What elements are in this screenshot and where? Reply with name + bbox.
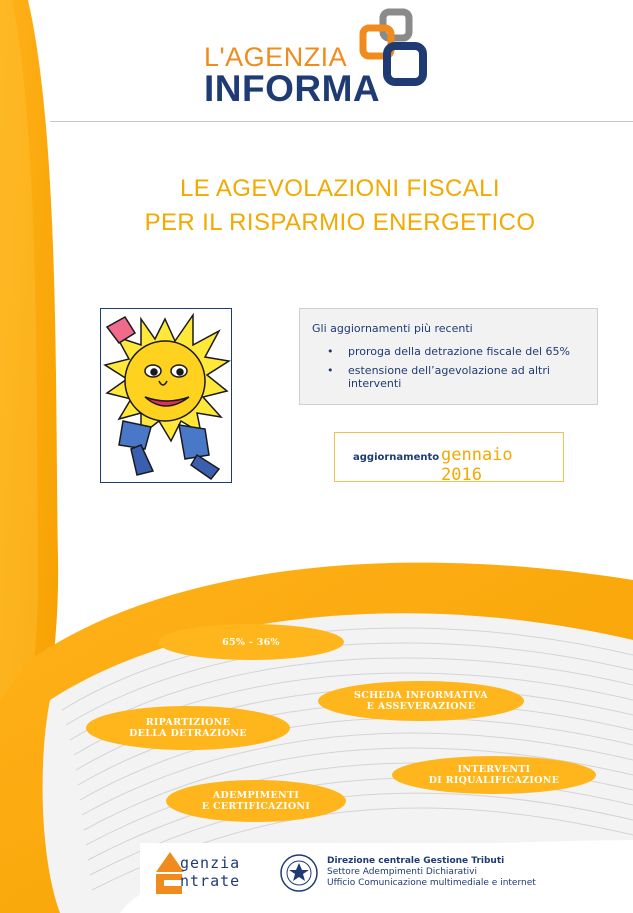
document-title bbox=[40, 172, 633, 240]
dept-line1: Direzione centrale Gestione Tributi bbox=[327, 856, 505, 866]
header-divider bbox=[50, 121, 633, 122]
logo-squares-icon bbox=[355, 8, 435, 88]
brand-line2: ntrate bbox=[180, 872, 241, 890]
agenzia-entrate-logo bbox=[152, 848, 282, 896]
title-line1: LE AGEVOLAZIONI FISCALI bbox=[180, 175, 500, 202]
topic-pill-scheda[interactable]: SCHEDA INFORMATIVA E ASSEVERAZIONE bbox=[318, 681, 524, 721]
department-info bbox=[327, 856, 536, 889]
title-line2: PER IL RISPARMIO ENERGETICO bbox=[144, 209, 536, 236]
dept-line3: Ufficio Comunicazione multimediale e internet bbox=[327, 878, 536, 888]
list-item: • proroga della detrazione fiscale del 65% bbox=[327, 345, 570, 358]
logo-line2: INFORMA bbox=[204, 68, 381, 109]
topic-pill-interventi[interactable]: INTERVENTI DI RIQUALIFICAZIONE bbox=[392, 756, 596, 794]
updates-list bbox=[314, 345, 584, 396]
update-label: aggiornamento bbox=[353, 452, 440, 463]
update-date: gennaio 2016 bbox=[441, 445, 513, 485]
sun-illustration bbox=[100, 308, 232, 483]
dept-line2: Settore Adempimenti Dichiarativi bbox=[327, 867, 478, 877]
smiling-sun-icon bbox=[101, 309, 231, 482]
italian-republic-seal-icon bbox=[279, 852, 319, 894]
topic-pill-rates[interactable]: 65% - 36% bbox=[158, 624, 344, 660]
agenzia-informa-logo bbox=[200, 8, 440, 108]
list-item: • estensione dell’agevolazione ad altri interventi bbox=[327, 364, 550, 390]
updates-heading: Gli aggiornamenti più recenti bbox=[312, 322, 473, 335]
recent-updates-box bbox=[299, 308, 598, 405]
logo-line1: L'AGENZIA bbox=[204, 42, 348, 72]
topic-pill-adempimenti[interactable]: ADEMPIMENTI E CERTIFICAZIONI bbox=[166, 780, 346, 822]
topic-pill-ripartizione[interactable]: RIPARTIZIONE DELLA DETRAZIONE bbox=[86, 706, 290, 750]
update-date-box bbox=[334, 432, 564, 485]
brand-line1: genzia bbox=[180, 854, 241, 872]
